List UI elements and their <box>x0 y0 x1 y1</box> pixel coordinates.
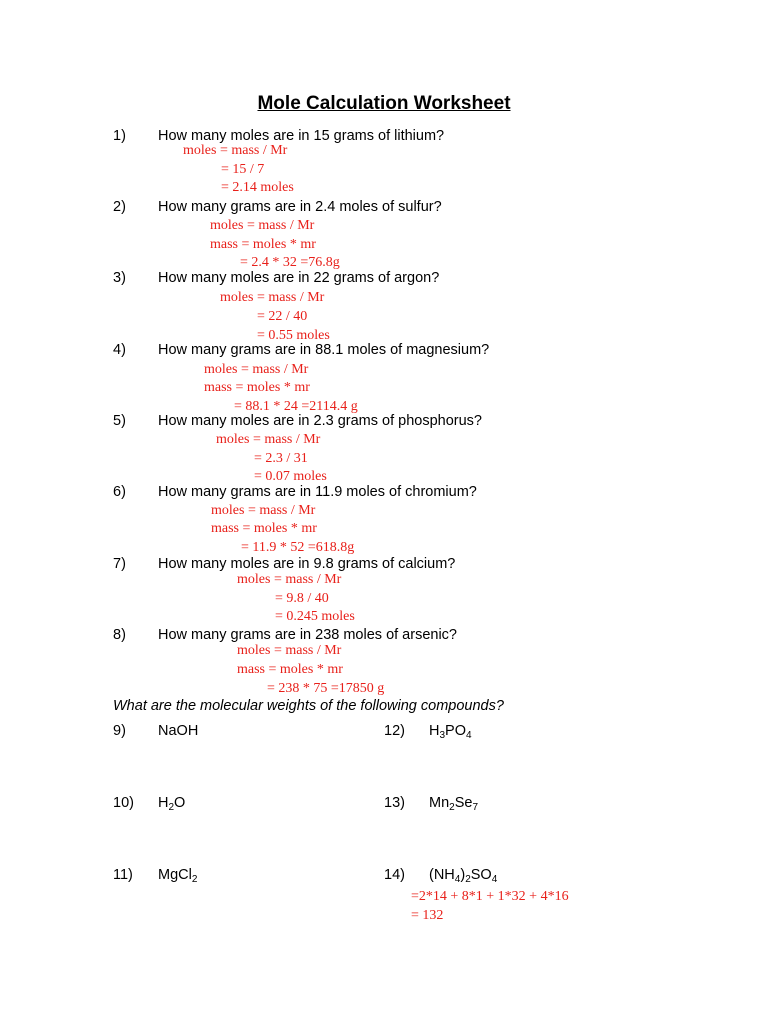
question-text: How many moles are in 2.3 grams of phosphorus? <box>158 413 482 429</box>
worksheet-title: Mole Calculation Worksheet <box>257 93 511 114</box>
question-text: How many moles are in 22 grams of argon? <box>158 270 440 286</box>
question-text: How many grams are in 11.9 moles of chromium? <box>158 484 477 500</box>
question-number: 3) <box>113 270 126 286</box>
handwritten-work: moles = mass / Mr <box>183 143 288 158</box>
question-number: 8) <box>113 627 126 643</box>
compound-number: 10) <box>113 795 134 811</box>
handwritten-work: = 0.245 moles <box>275 609 355 624</box>
handwritten-work: = 88.1 * 24 =2114.4 g <box>234 399 358 414</box>
compound-number: 9) <box>113 723 126 739</box>
section-instruction: What are the molecular weights of the following compounds? <box>113 698 504 714</box>
handwritten-work: moles = mass / Mr <box>210 218 315 233</box>
question-number: 4) <box>113 342 126 358</box>
compound-number: 11) <box>113 867 133 883</box>
handwritten-work: = 0.07 moles <box>254 469 327 484</box>
handwritten-work: mass = moles * mr <box>211 521 317 536</box>
handwritten-work: = 132 <box>411 908 444 923</box>
compound-number: 13) <box>384 795 405 811</box>
question-text: How many grams are in 238 moles of arsenic? <box>158 627 457 643</box>
handwritten-work: mass = moles * mr <box>204 380 310 395</box>
handwritten-work: = 2.14 moles <box>221 180 294 195</box>
handwritten-work: moles = mass / Mr <box>237 572 342 587</box>
handwritten-work: moles = mass / Mr <box>220 290 325 305</box>
handwritten-work: = 238 * 75 =17850 g <box>267 681 385 696</box>
handwritten-work: moles = mass / Mr <box>204 362 309 377</box>
question-number: 1) <box>113 128 126 144</box>
handwritten-work: moles = mass / Mr <box>211 503 316 518</box>
handwritten-work: = 9.8 / 40 <box>275 591 329 606</box>
compound-formula: MgCl$_2$ <box>158 867 198 885</box>
compound-formula: $H_2O$ <box>158 795 186 813</box>
handwritten-work: = 2.3 / 31 <box>254 451 308 466</box>
question-number: 5) <box>113 413 126 429</box>
handwritten-work: = 15 / 7 <box>221 162 265 177</box>
handwritten-work: = 11.9 * 52 =618.8g <box>241 540 355 555</box>
handwritten-work: = 0.55 moles <box>257 328 330 343</box>
handwritten-work: = 22 / 40 <box>257 309 308 324</box>
question-number: 6) <box>113 484 126 500</box>
handwritten-work: moles = mass / Mr <box>216 432 321 447</box>
question-number: 7) <box>113 556 126 572</box>
compound-formula: $H_3PO_4$ <box>429 723 472 741</box>
compound-formula: $Mn_2Se_7$ <box>429 795 479 813</box>
question-text: How many grams are in 88.1 moles of magnesium? <box>158 342 490 358</box>
compound-number: 12) <box>384 723 405 739</box>
handwritten-work: mass = moles * mr <box>210 237 316 252</box>
handwritten-work: = 2.4 * 32 =76.8g <box>240 255 340 270</box>
handwritten-work: moles = mass / Mr <box>237 643 342 658</box>
compound-number: 14) <box>384 867 405 883</box>
question-text: How many grams are in 2.4 moles of sulfur? <box>158 199 442 215</box>
handwritten-work: =2*14 + 8*1 + 1*32 + 4*16 <box>411 889 569 904</box>
handwritten-work: mass = moles * mr <box>237 662 343 677</box>
compound-formula: NaOH <box>158 723 199 739</box>
question-number: 2) <box>113 199 126 215</box>
question-text: How many moles are in 9.8 grams of calcium? <box>158 556 456 572</box>
question-text: How many moles are in 15 grams of lithium? <box>158 128 445 144</box>
compound-formula: $(NH_4)_2SO_4$ <box>429 867 498 885</box>
